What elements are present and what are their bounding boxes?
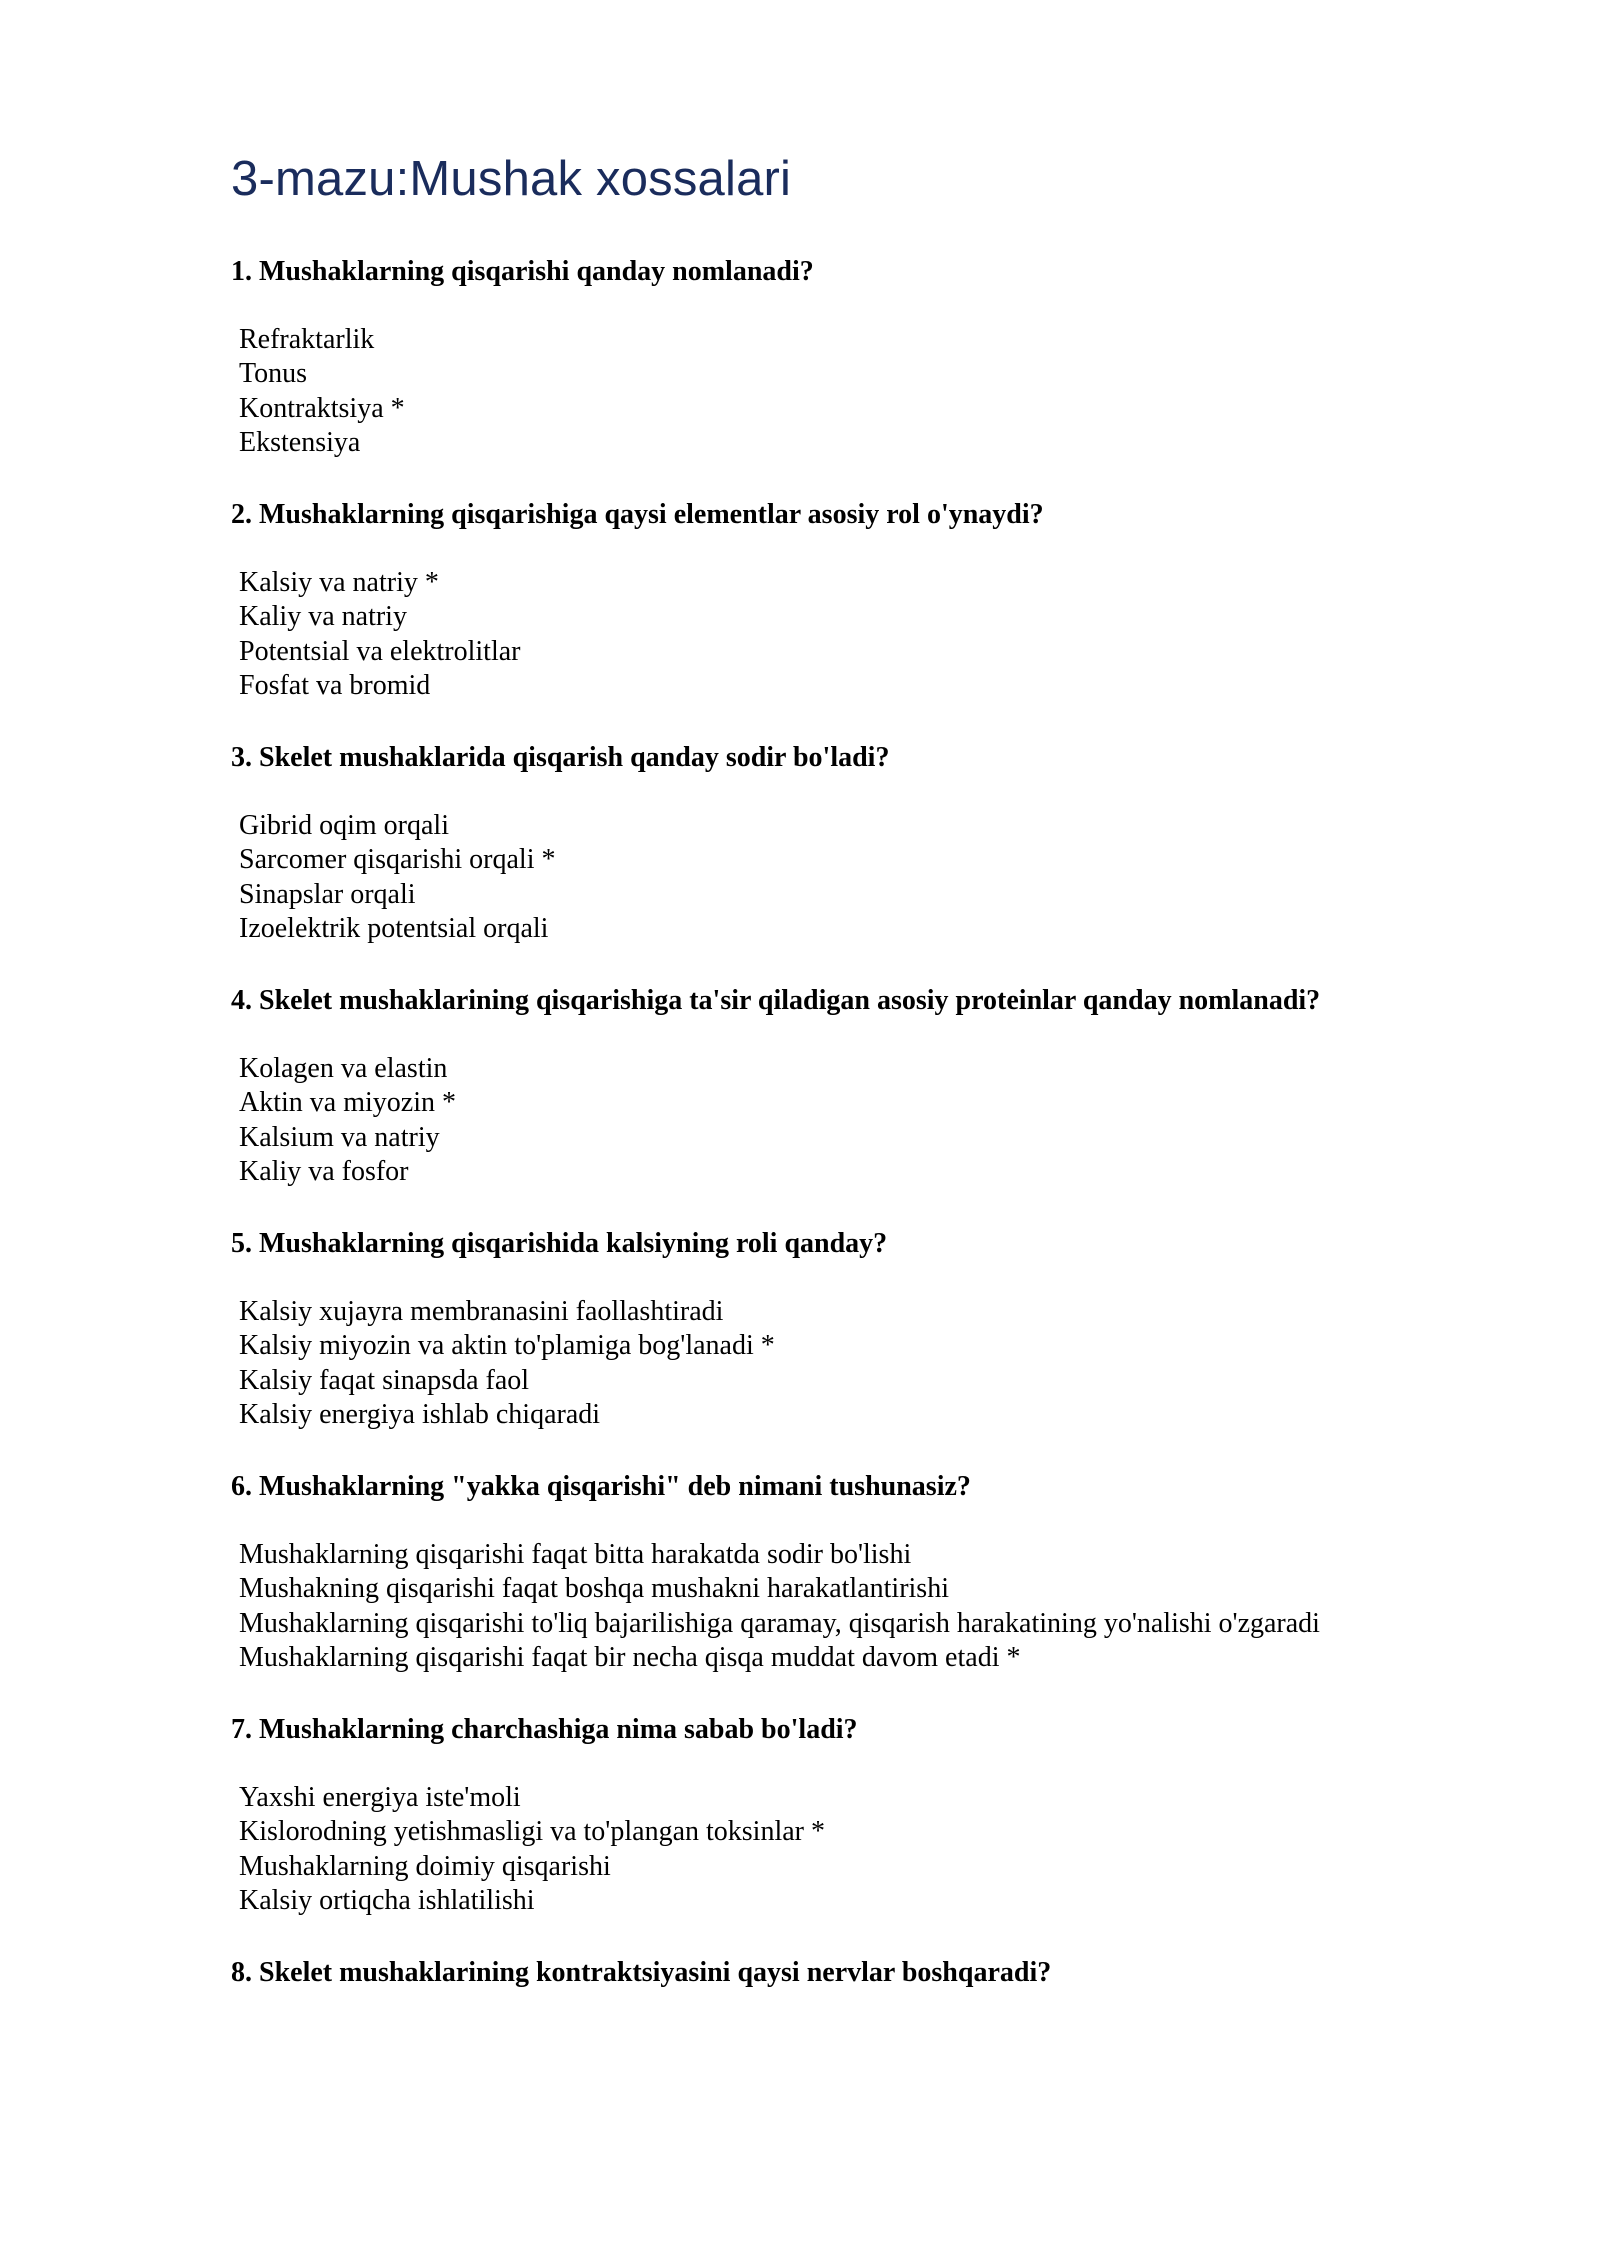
answer-option: Kalsiy xujayra membranasini faollashtiradi bbox=[239, 1295, 724, 1327]
answer-option: Kolagen va elastin bbox=[239, 1052, 448, 1084]
question-text: 2. Mushaklarning qisqarishiga qaysi elementlar asosiy rol o'ynaydi? bbox=[231, 498, 1044, 530]
question-block bbox=[231, 255, 1431, 461]
answer-option: Mushaklarning qisqarishi faqat bir necha qisqa muddat davom etadi * bbox=[239, 1642, 1021, 1674]
answer-option: Kalsiy ortiqcha ishlatilishi bbox=[239, 1885, 535, 1917]
answer-option: Potentsial va elektrolitlar bbox=[239, 635, 521, 667]
answer-list bbox=[231, 1538, 1431, 1676]
question-block bbox=[231, 1227, 1431, 1433]
question-block bbox=[231, 1956, 1431, 1990]
document-page bbox=[231, 150, 1431, 2027]
answer-option: Kislorodning yetishmasligi va to'plangan toksinlar * bbox=[239, 1816, 825, 1848]
answer-list bbox=[231, 809, 1431, 947]
question-text: 8. Skelet mushaklarining kontraktsiyasini qaysi nervlar boshqaradi? bbox=[231, 1956, 1052, 1988]
answer-option: Kalsium va natriy bbox=[239, 1121, 440, 1153]
question-text: 3. Skelet mushaklarida qisqarish qanday sodir bo'ladi? bbox=[231, 741, 890, 773]
answer-option: Kaliy va fosfor bbox=[239, 1156, 409, 1188]
question-block bbox=[231, 1713, 1431, 1919]
answer-option: Refraktarlik bbox=[239, 323, 375, 355]
answer-option: Fosfat va bromid bbox=[239, 670, 431, 702]
answer-option: Kontraktsiya * bbox=[239, 392, 405, 424]
question-block bbox=[231, 741, 1431, 947]
answer-list bbox=[231, 1295, 1431, 1433]
question-block bbox=[231, 498, 1431, 704]
question-text: 5. Mushaklarning qisqarishida kalsiyning roli qanday? bbox=[231, 1227, 888, 1259]
answer-option: Izoelektrik potentsial orqali bbox=[239, 913, 549, 945]
answer-list bbox=[231, 1052, 1431, 1190]
question-text: 1. Mushaklarning qisqarishi qanday nomlanadi? bbox=[231, 255, 814, 287]
answer-option: Mushaklarning qisqarishi to'liq bajarilishiga qaramay, qisqarish harakatining yo'nalishi o'zgaradi bbox=[239, 1607, 1320, 1639]
answer-option: Sarcomer qisqarishi orqali * bbox=[239, 844, 556, 876]
question-block bbox=[231, 1470, 1431, 1676]
answer-option: Kalsiy va natriy * bbox=[239, 566, 439, 598]
answer-option: Yaxshi energiya iste'moli bbox=[239, 1781, 521, 1813]
answer-option: Tonus bbox=[239, 358, 308, 390]
question-text: 7. Mushaklarning charchashiga nima sabab bo'ladi? bbox=[231, 1713, 858, 1745]
answer-option: Ekstensiya bbox=[239, 427, 361, 459]
answer-option: Mushaklarning qisqarishi faqat bitta harakatda sodir bo'lishi bbox=[239, 1538, 912, 1570]
answer-list bbox=[231, 323, 1431, 461]
question-text: 4. Skelet mushaklarining qisqarishiga ta'sir qiladigan asosiy proteinlar qanday nomlanadi? bbox=[231, 984, 1321, 1016]
question-text: 6. Mushaklarning "yakka qisqarishi" deb nimani tushunasiz? bbox=[231, 1470, 971, 1502]
answer-option: Kaliy va natriy bbox=[239, 601, 407, 633]
question-block bbox=[231, 984, 1431, 1190]
answer-list bbox=[231, 1781, 1431, 1919]
answer-option: Sinapslar orqali bbox=[239, 878, 416, 910]
answer-option: Kalsiy energiya ishlab chiqaradi bbox=[239, 1399, 601, 1431]
answer-option: Kalsiy faqat sinapsda faol bbox=[239, 1364, 530, 1396]
answer-option: Gibrid oqim orqali bbox=[239, 809, 449, 841]
answer-option: Mushaklarning doimiy qisqarishi bbox=[239, 1850, 611, 1882]
answer-option: Kalsiy miyozin va aktin to'plamiga bog'lanadi * bbox=[239, 1330, 775, 1362]
answer-option: Aktin va miyozin * bbox=[239, 1087, 456, 1119]
page-title: 3-mazu:Mushak xossalari bbox=[231, 152, 792, 206]
answer-list bbox=[231, 566, 1431, 704]
answer-option: Mushakning qisqarishi faqat boshqa mushakni harakatlantirishi bbox=[239, 1573, 949, 1605]
question-list bbox=[231, 255, 1431, 1990]
